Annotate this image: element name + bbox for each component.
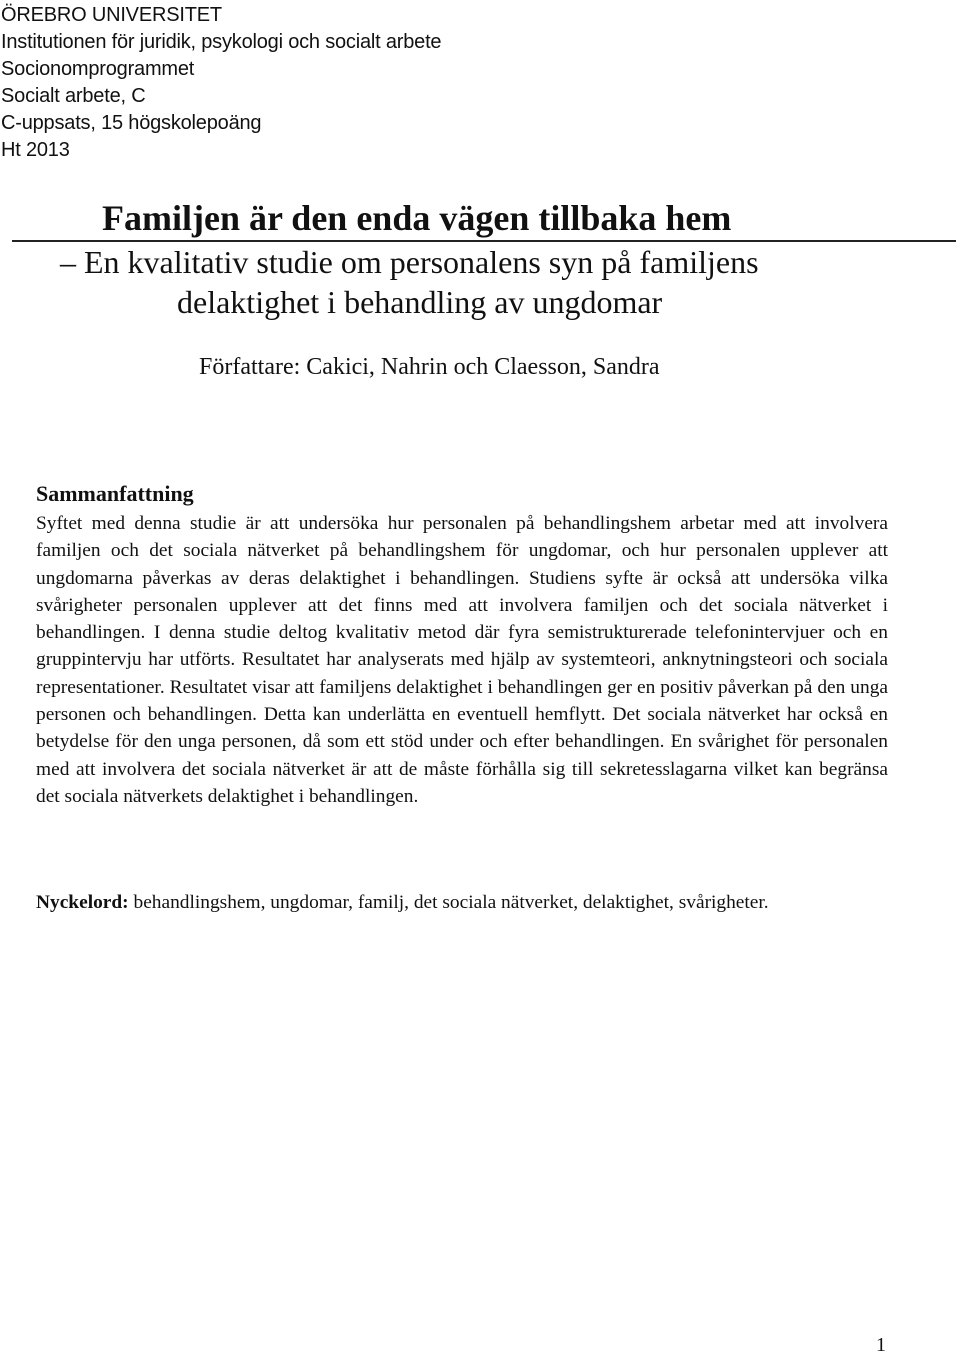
page-number: 1 bbox=[876, 1334, 886, 1356]
university-name: ÖREBRO UNIVERSITET bbox=[1, 4, 222, 26]
document-header bbox=[1, 2, 441, 164]
subtitle-line-2: delaktighet i behandling av ungdomar bbox=[177, 284, 663, 320]
program-name: Socionomprogrammet bbox=[1, 58, 195, 80]
keywords-paragraph bbox=[36, 889, 888, 916]
semester: Ht 2013 bbox=[1, 139, 70, 161]
course-name: Socialt arbete, C bbox=[1, 85, 146, 107]
summary-text: Syftet med denna studie är att undersöka hur personalen på behandlingshem arbetar med att involvera familjen och det sociala nätverket på behandlingshem för ungdomar, och hur personalen upplever att ungdomarna påverkas av deras delaktighet i behandlingen. Studiens syfte är också att undersöka vilka svårigheter personalen upplever att det finns med att involvera familjen och det sociala nätverket i behandlingen. I denna studie deltog kvalitativ metod där fyra semistrukturerade telefonintervjuer och en gruppintervju har utförts. Resultatet har analyserats med hjälp av systemteori, anknytningsteori och sociala representationer. Resultatet visar att familjens delaktighet i behandlingen ger en positiv påverkan på den unga personen och behandlingen. Detta kan underlätta en eventuell hemflytt. Det sociala nätverket har också en betydelse för den unga personen, då som ett stöd under och efter behandlingen. En svårighet för personalen med att involvera det sociala nätverket är att de måste förhålla sig till sekretesslagarna vilket kan begränsa det sociala nätverkets delaktighet i behandlingen. bbox=[36, 513, 888, 807]
thesis-credits: C-uppsats, 15 högskolepoäng bbox=[1, 112, 262, 134]
authors-line: Författare: Cakici, Nahrin och Claesson, Sandra bbox=[199, 354, 660, 380]
page-title: Familjen är den enda vägen tillbaka hem bbox=[102, 198, 732, 238]
page-subtitle bbox=[60, 242, 860, 322]
keywords-text: behandlingshem, ungdomar, familj, det sociala nätverket, delaktighet, svårigheter. bbox=[133, 892, 769, 913]
subtitle-line-1: – En kvalitativ studie om personalens syn på familjens bbox=[60, 244, 759, 280]
summary-heading: Sammanfattning bbox=[36, 481, 194, 506]
department-name: Institutionen för juridik, psykologi och socialt arbete bbox=[1, 31, 442, 53]
keywords-label: Nyckelord: bbox=[36, 892, 129, 913]
